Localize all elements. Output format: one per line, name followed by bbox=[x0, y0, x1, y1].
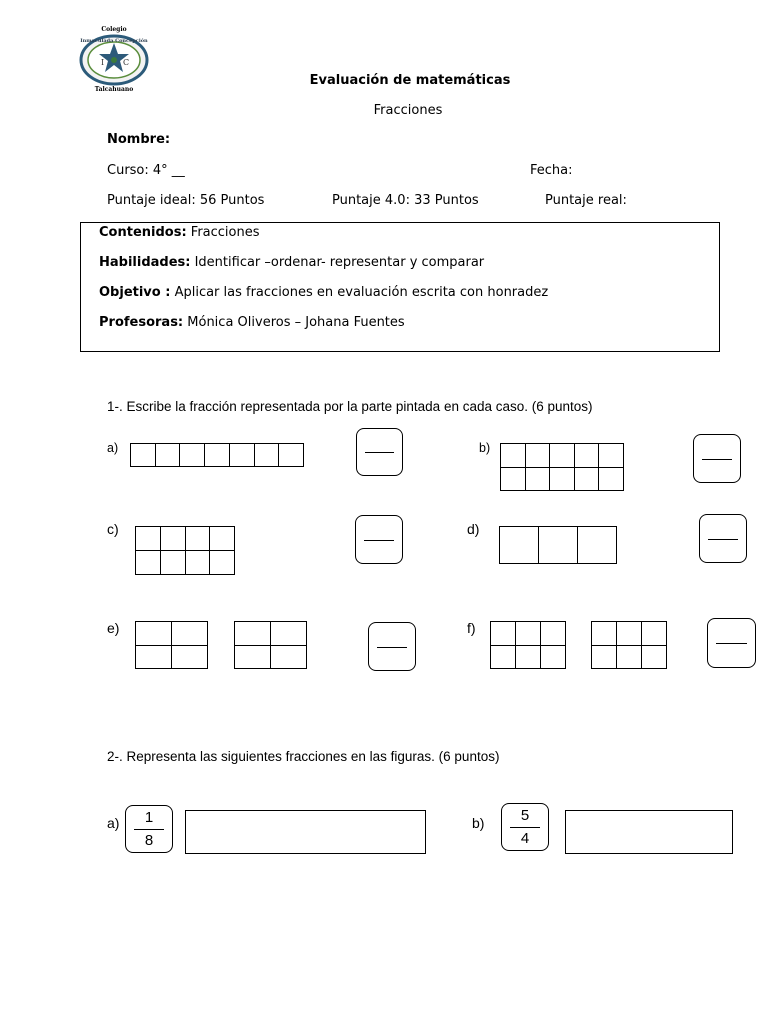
item-f-answer-box[interactable] bbox=[707, 618, 756, 668]
item-c-figure bbox=[135, 526, 235, 575]
teachers-line: Profesoras: Mónica Oliveros – Johana Fuentes bbox=[99, 315, 405, 330]
item-b-label: b) bbox=[479, 441, 491, 455]
item-d-figure bbox=[499, 526, 617, 564]
logo-arc-text: Inmaculada Concepción bbox=[80, 38, 148, 44]
question-2-prompt: 2-. Representa las siguientes fracciones en las figuras. (6 puntos) bbox=[107, 749, 500, 764]
q2-item-a-drawing-area[interactable] bbox=[185, 810, 426, 854]
item-f-figure-1 bbox=[490, 621, 566, 669]
item-a-figure bbox=[130, 443, 304, 467]
skills-line: Habilidades: Identificar –ordenar- representar y comparar bbox=[99, 255, 485, 270]
question-1-prompt: 1-. Escribe la fracción representada por la parte pintada en cada caso. (6 puntos) bbox=[107, 399, 593, 414]
q2-item-b-fraction bbox=[501, 803, 549, 851]
item-d-label: d) bbox=[467, 521, 480, 537]
logo-initial-right: C bbox=[123, 58, 130, 67]
q2-item-b-denominator: 4 bbox=[520, 830, 530, 847]
item-e-figure-1 bbox=[135, 621, 208, 669]
q2-item-a-fraction bbox=[125, 805, 173, 853]
q2-item-a-label: a) bbox=[107, 815, 120, 831]
q2-item-b-drawing-area[interactable] bbox=[565, 810, 733, 854]
info-box bbox=[80, 222, 720, 352]
item-c-label: c) bbox=[107, 521, 119, 537]
q2-item-a-numerator: 1 bbox=[144, 809, 154, 826]
logo-bottom-text: Talcahuano bbox=[94, 86, 134, 92]
page-subtitle: Fracciones bbox=[373, 103, 443, 118]
logo-top-text: Colegio bbox=[101, 26, 127, 33]
item-e-answer-box[interactable] bbox=[368, 622, 416, 671]
q2-item-b-label: b) bbox=[472, 815, 485, 831]
course-label: Curso: 4° __ bbox=[107, 163, 185, 178]
item-b-answer-box[interactable] bbox=[693, 434, 741, 483]
ideal-score: Puntaje ideal: 56 Puntos bbox=[107, 193, 265, 208]
item-e-figure-2 bbox=[234, 621, 307, 669]
logo-initial-left: I bbox=[101, 58, 105, 67]
name-label: Nombre: bbox=[107, 132, 171, 147]
item-a-label: a) bbox=[107, 441, 119, 455]
item-a-answer-box[interactable] bbox=[356, 428, 403, 476]
item-d-answer-box[interactable] bbox=[699, 514, 747, 563]
page-title: Evaluación de matemáticas bbox=[309, 73, 511, 88]
item-b-figure bbox=[500, 443, 624, 491]
item-e-label: e) bbox=[107, 620, 120, 636]
item-f-label: f) bbox=[467, 620, 476, 636]
objective-line: Objetivo : Aplicar las fracciones en evaluación escrita con honradez bbox=[99, 285, 549, 300]
real-score: Puntaje real: bbox=[545, 193, 627, 208]
contents-line: Contenidos: Fracciones bbox=[99, 225, 260, 240]
q2-item-a-denominator: 8 bbox=[144, 832, 154, 849]
score-4: Puntaje 4.0: 33 Puntos bbox=[332, 193, 479, 208]
item-c-answer-box[interactable] bbox=[355, 515, 403, 564]
item-f-figure-2 bbox=[591, 621, 667, 669]
q2-item-b-numerator: 5 bbox=[520, 807, 530, 824]
date-label: Fecha: bbox=[530, 163, 573, 178]
